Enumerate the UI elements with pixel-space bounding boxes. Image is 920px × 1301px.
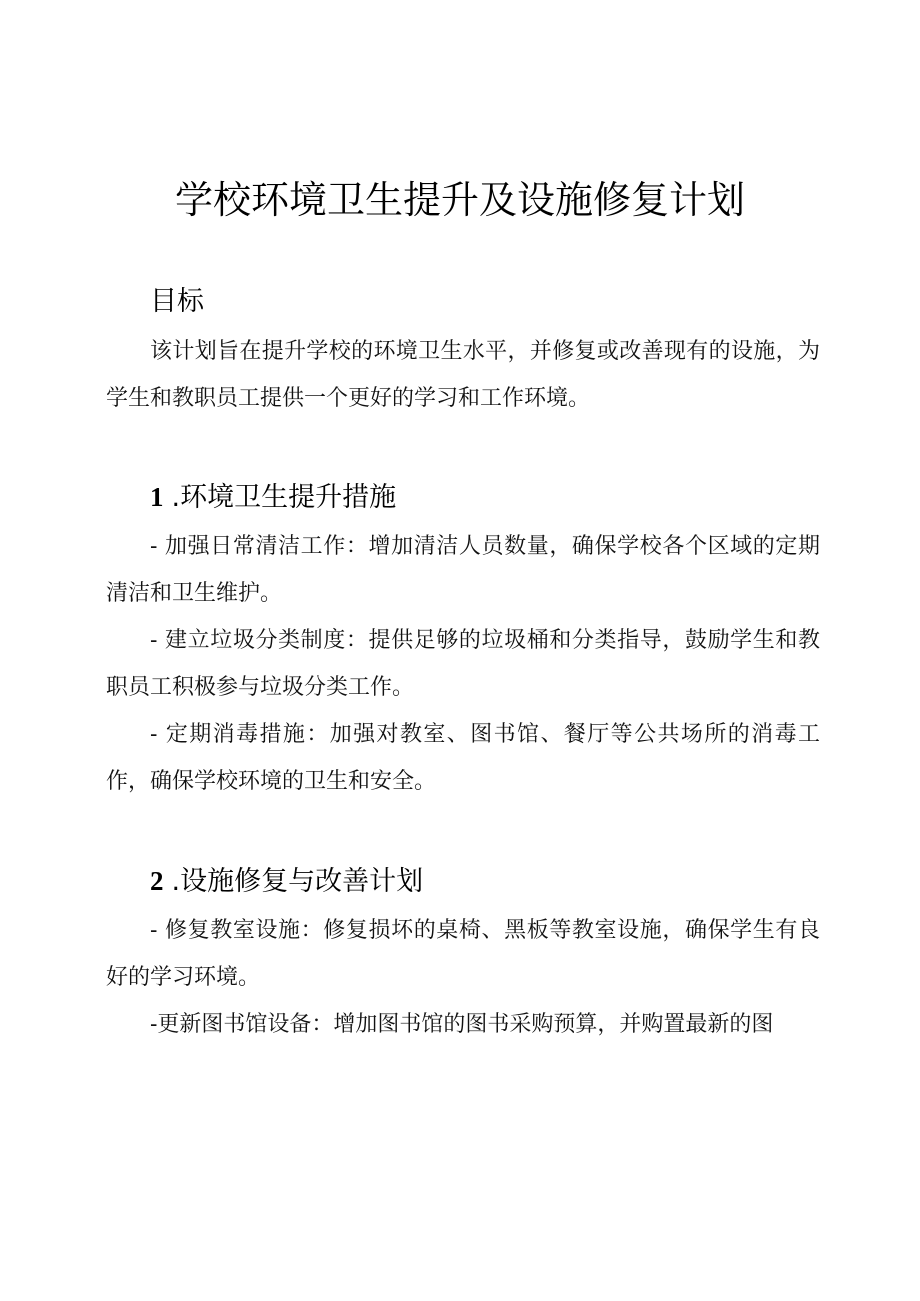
document-title: 学校环境卫生提升及设施修复计划 (174, 178, 745, 222)
paragraph-classroom-repair: - 修复教室设施：修复损坏的桌椅、黑板等教室设施，确保学生有良好的学习环境。 (106, 918, 820, 990)
paragraph-garbage-sorting: - 建立垃圾分类制度：提供足够的垃圾桶和分类指导，鼓励学生和教职员工积极参与垃圾分类工作。 (106, 628, 820, 700)
section-heading-number: 2 (150, 866, 164, 896)
paragraph-disinfection: - 定期消毒措施：加强对教室、图书馆、餐厅等公共场所的消毒工作，确保学校环境的卫生和安全。 (106, 722, 820, 794)
section-heading-number: 1 (150, 482, 164, 512)
paragraph-daily-cleaning: - 加强日常清洁工作：增加清洁人员数量，确保学校各个区域的定期清洁和卫生维护。 (106, 534, 820, 606)
paragraph-goal: 该计划旨在提升学校的环境卫生水平，并修复或改善现有的设施，为学生和教职员工提供一个更好的学习和工作环境。 (106, 339, 820, 411)
paragraph-library-update: -更新图书馆设备：增加图书馆的图书采购预算，并购置最新的图 (150, 1012, 774, 1037)
section-heading-text: .设施修复与改善计划 (171, 866, 424, 897)
section-heading-2 (150, 861, 423, 902)
section-heading-text: .环境卫生提升措施 (171, 482, 397, 513)
section-heading-1 (150, 477, 396, 518)
section-heading-text: 目标 (150, 286, 204, 317)
section-heading-goal (150, 282, 204, 322)
